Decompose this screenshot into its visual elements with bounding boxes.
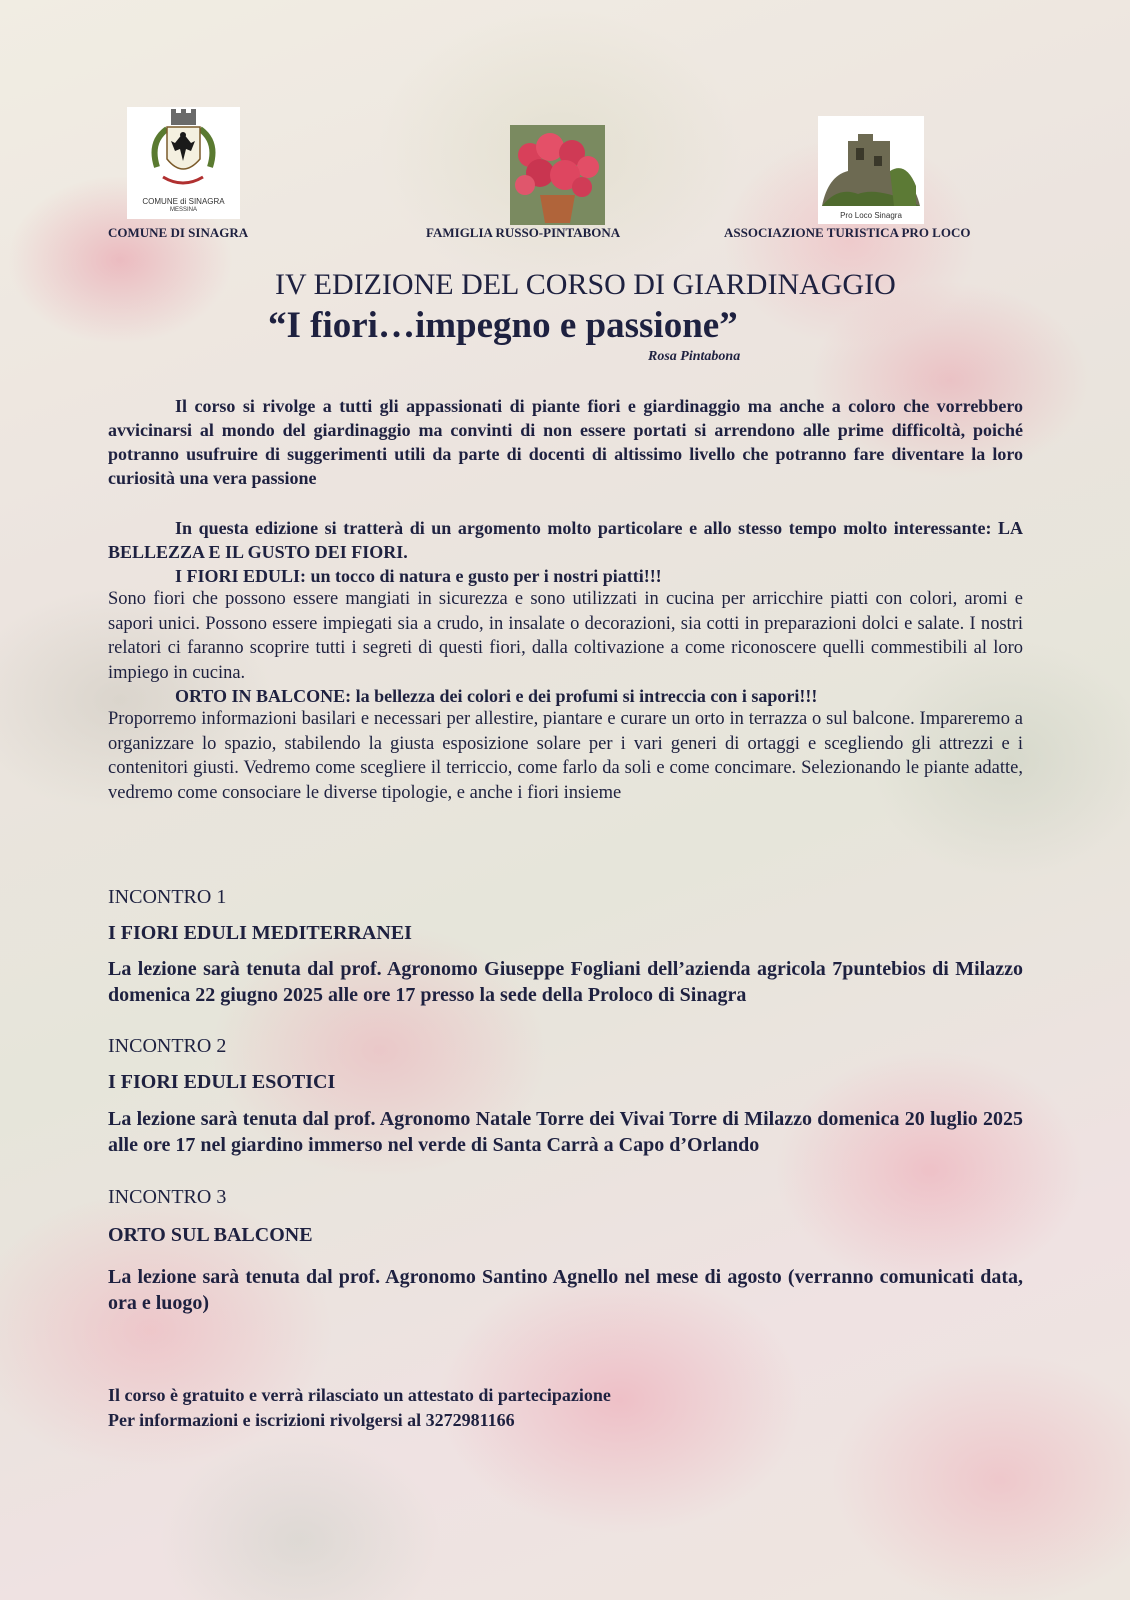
incontro-2-label: INCONTRO 2 bbox=[108, 1035, 227, 1057]
incontro-1-label: INCONTRO 1 bbox=[108, 886, 227, 908]
castle-ruin-icon bbox=[818, 116, 924, 211]
incontro-2-text: La lezione sarà tenuta dal prof. Agronomo Natale Torre dei Vivai Torre di Milazzo domenica 20 luglio 2025 alle ore 17 nel giardino immerso nel verde di Santa Carrà a Capo d’Orlando bbox=[108, 1108, 1023, 1156]
footer-contact: Per informazioni e iscrizioni rivolgersi al 3272981166 bbox=[108, 1410, 515, 1430]
comune-logo-caption: COMUNE di SINAGRA bbox=[142, 197, 225, 206]
comune-crest-logo bbox=[127, 107, 240, 219]
page-subtitle: “I fiori…impegno e passione” bbox=[268, 305, 738, 346]
page-title: IV EDIZIONE DEL CORSO DI GIARDINAGGIO bbox=[275, 268, 896, 301]
comune-logo-subcaption: MESSINA bbox=[169, 207, 197, 213]
organizer-proloco: ASSOCIAZIONE TURISTICA PRO LOCO bbox=[724, 225, 971, 240]
author-signature: Rosa Pintabona bbox=[648, 349, 741, 364]
edition-intro-paragraph: In questa edizione si tratterà di un argomento molto particolare e allo stesso tempo molto interessante: LA BELLEZZA E IL GUSTO DEI FIORI. bbox=[108, 518, 1023, 562]
incontro-3-title: ORTO SUL BALCONE bbox=[108, 1224, 313, 1246]
section-orto-text: Proporremo informazioni basilari e necessari per allestire, piantare e curare un orto in terrazza o sul balcone. Impareremo a organizzare lo spazio, stabilendo la giusta esposizione solare per i vari generi di ortaggi e scegliendo gli attrezzi e i contenitori giusti. Vedremo come scegliere il terriccio, come farlo da soli e come concimare. Selezionando le piante adatte, vedremo come consociare le diverse tipologie, e anche i fiori insieme bbox=[108, 709, 1023, 803]
incontro-1-title: I FIORI EDULI MEDITERRANEI bbox=[108, 922, 412, 944]
flower-pot-photo bbox=[510, 125, 605, 225]
incontro-3-label: INCONTRO 3 bbox=[108, 1186, 227, 1208]
incontro-2-title: I FIORI EDULI ESOTICI bbox=[108, 1071, 336, 1093]
incontro-3-text: La lezione sarà tenuta dal prof. Agronomo Santino Agnello nel mese di agosto (verranno comunicati data, ora e luogo) bbox=[108, 1266, 1023, 1314]
organizer-comune: COMUNE DI SINAGRA bbox=[108, 225, 249, 240]
organizer-famiglia: FAMIGLIA RUSSO-PINTABONA bbox=[426, 225, 621, 240]
section-fiori-eduli-heading: I FIORI EDULI: un tocco di natura e gusto per i nostri piatti!!! bbox=[175, 566, 662, 586]
proloco-logo-caption: Pro Loco Sinagra bbox=[840, 211, 902, 220]
proloco-logo bbox=[818, 116, 924, 224]
section-orto-heading: ORTO IN BALCONE: la bellezza dei colori e dei profumi si intreccia con i sapori!!! bbox=[175, 686, 818, 706]
intro-paragraph: Il corso si rivolge a tutti gli appassionati di piante fiori e giardinaggio ma anche a coloro che vorrebbero avvicinarsi al mondo del giardinaggio ma convinti di non essere portati si arrendono alle prime difficoltà, poiché potranno usufruire di suggerimenti utili da parte di docenti di altissimo livello che potranno fare diventare la loro curiosità una vera passione bbox=[108, 396, 1023, 488]
geranium-icon bbox=[510, 125, 605, 225]
incontro-1-text: La lezione sarà tenuta dal prof. Agronomo Giuseppe Fogliani dell’azienda agricola 7puntebios di Milazzo domenica 22 giugno 2025 alle ore 17 presso la sede della Proloco di Sinagra bbox=[108, 958, 1023, 1006]
footer-free-course: Il corso è gratuito e verrà rilasciato un attestato di partecipazione bbox=[108, 1385, 611, 1405]
section-fiori-eduli-text: Sono fiori che possono essere mangiati in sicurezza e sono utilizzati in cucina per arricchire piatti con colori, aromi e sapori unici. Possono essere impiegati sia a crudo, in insalate o decorazioni, sia cotti in preparazioni dolci e salate. I nostri relatori ci faranno scoprire tutti i segreti di questi fiori, dalla coltivazione a come riconoscere quelli commestibili al loro impiego in cucina. bbox=[108, 589, 1023, 683]
